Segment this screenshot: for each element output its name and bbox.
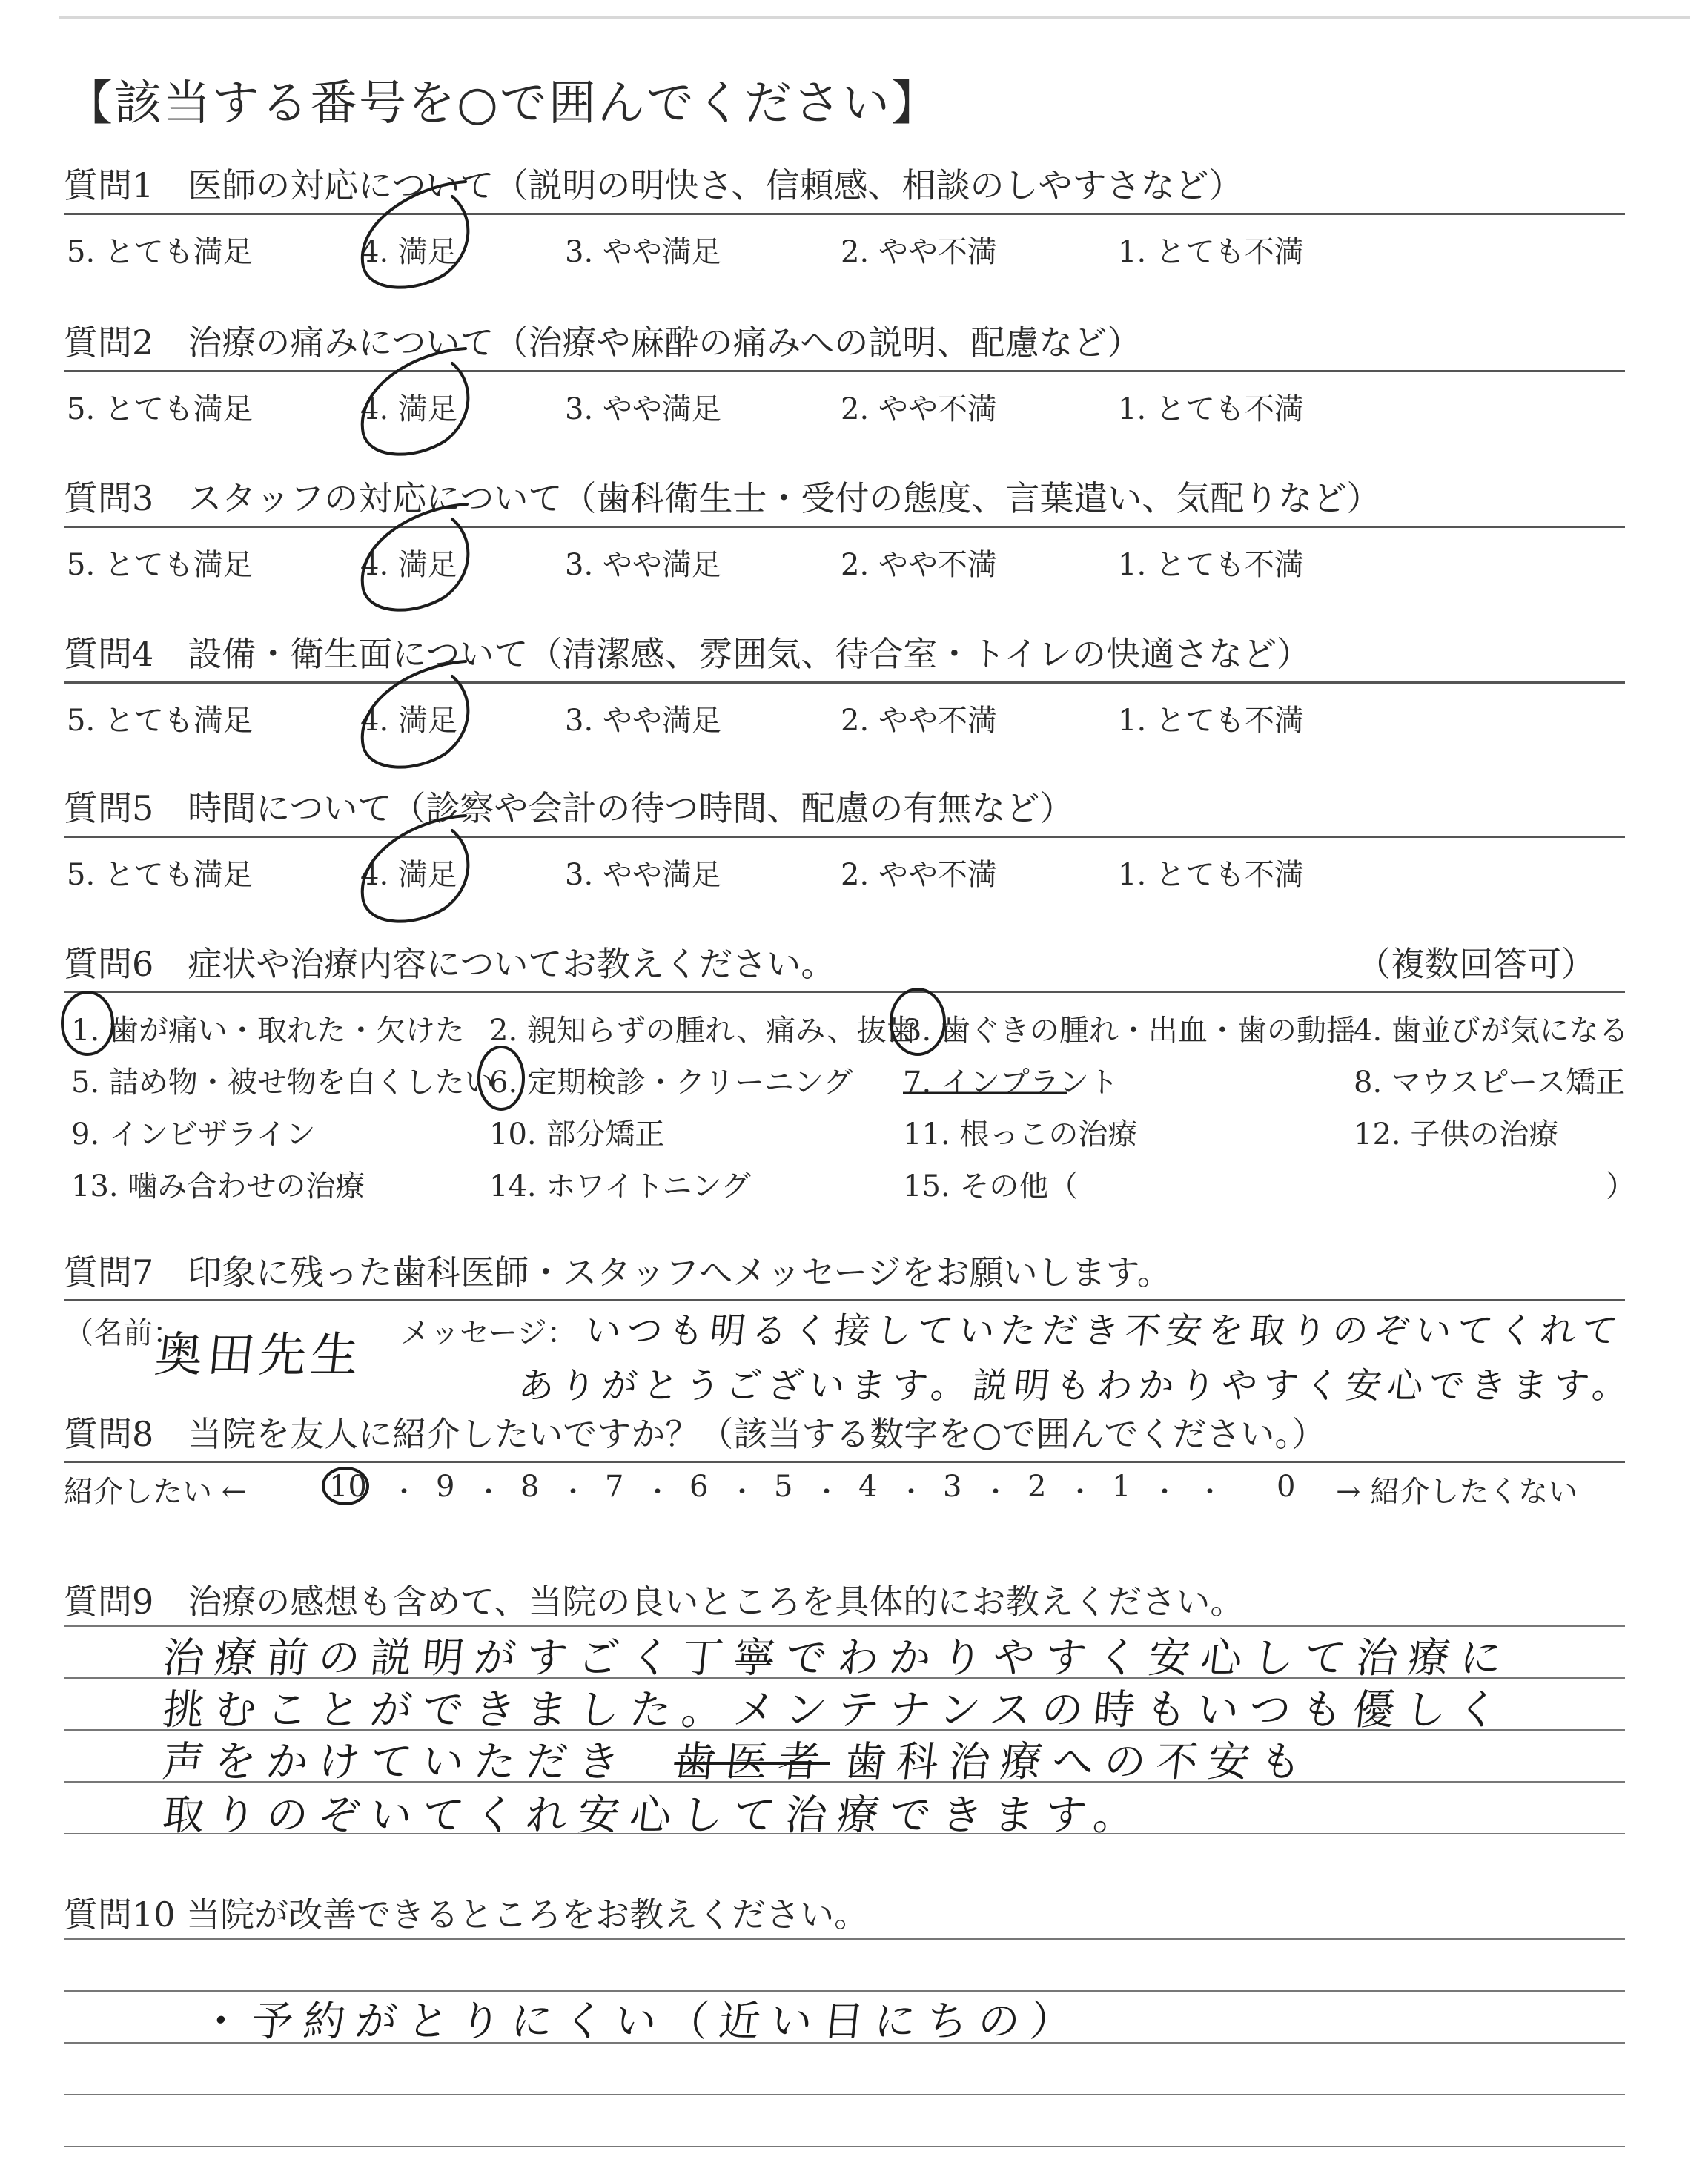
q5-option-5[interactable]: 5. とても満足 <box>67 858 253 892</box>
q5-option-2[interactable]: 2. やや不満 <box>841 858 997 892</box>
q3-option-4[interactable]: 4. 満足 <box>360 548 457 582</box>
q8-score-7[interactable]: 7 <box>605 1470 624 1504</box>
q6-item-11[interactable]: 11. 根っこの治療 <box>903 1117 1138 1152</box>
q1-option-5[interactable]: 5. とても満足 <box>67 235 253 269</box>
q3-option-5[interactable]: 5. とても満足 <box>67 548 253 582</box>
q7-rule <box>64 1299 1625 1301</box>
q7-title: 質問7 印象に残った歯科医師・スタッフへメッセージをお願いします。 <box>64 1252 1171 1292</box>
q9-struck-word: 歯医者 <box>672 1738 833 1786</box>
q6-item-8[interactable]: 8. マウスピース矯正 <box>1354 1066 1626 1100</box>
q6-item-4[interactable]: 4. 歯並びが気になる <box>1354 1014 1629 1048</box>
q1-rule <box>64 213 1625 215</box>
q9-answer-line4[interactable]: 取りのぞいてくれ安心して治療できます。 <box>160 1791 1148 1840</box>
q8-score-5[interactable]: 5 <box>774 1470 793 1504</box>
q2-option-3[interactable]: 3. やや満足 <box>565 392 721 426</box>
q4-option-5[interactable]: 5. とても満足 <box>67 704 253 738</box>
q3-option-3[interactable]: 3. やや満足 <box>565 548 721 582</box>
q8-score-10[interactable]: 10 <box>329 1470 367 1504</box>
q6-item-1[interactable]: 1. 歯が痛い・取れた・欠けた <box>71 1014 465 1048</box>
q8-dot: ・ <box>729 1477 756 1507</box>
q8-score-9[interactable]: 9 <box>436 1470 455 1504</box>
q5-option-3[interactable]: 3. やや満足 <box>565 858 721 892</box>
q6-item-13[interactable]: 13. 噛み合わせの治療 <box>71 1169 365 1203</box>
q8-dot: ・ <box>813 1477 841 1507</box>
q7-message-line1[interactable]: いつも明るく接していただき不安を取りのぞいてくれて <box>583 1310 1626 1352</box>
q8-dot: ・ <box>391 1477 418 1507</box>
q9-answer-line1[interactable]: 治療前の説明がすごく丁寧でわかりやすく安心して治療に <box>160 1634 1515 1682</box>
q9-answer-line3[interactable]: 声をかけていただき <box>160 1738 632 1786</box>
q10-title: 質問10 当院が改善できるところをお教えください。 <box>64 1895 869 1935</box>
q7-message-label: メッセージ： <box>400 1316 577 1350</box>
page-heading: 【該当する番号を○で囲んでください】 <box>65 76 940 131</box>
q3-rule <box>64 526 1625 528</box>
q5-option-1[interactable]: 1. とても不満 <box>1118 858 1304 892</box>
q2-option-4[interactable]: 4. 満足 <box>360 392 457 426</box>
q9-answer-line3-rest[interactable]: 歯科治療への不安も <box>842 1738 1314 1786</box>
q10-line <box>64 2094 1625 2095</box>
q6-item-3[interactable]: 3. 歯ぐきの腫れ・出血・歯の動揺 <box>903 1014 1356 1048</box>
q7-message-line2[interactable]: ありがとうございます。説明もわかりやすく安心できます。 <box>516 1365 1636 1407</box>
q8-title: 質問8 当院を友人に紹介したいですか？（該当する数字を○で囲んでください。） <box>64 1414 1326 1454</box>
q8-score-6[interactable]: 6 <box>689 1470 709 1504</box>
q6-item-12[interactable]: 12. 子供の治療 <box>1354 1117 1559 1152</box>
q7-name-label: （名前： <box>64 1316 182 1350</box>
q8-right-label: → 紹介したくない <box>1336 1475 1578 1509</box>
q8-dot: ・ <box>898 1477 925 1507</box>
q1-option-4[interactable]: 4. 満足 <box>360 235 457 269</box>
q8-dot: ・ <box>560 1477 587 1507</box>
top-border <box>59 16 1690 19</box>
q4-option-2[interactable]: 2. やや不満 <box>841 704 997 738</box>
q2-rule <box>64 370 1625 372</box>
q8-score-8[interactable]: 8 <box>520 1470 540 1504</box>
q3-title: 質問3 スタッフの対応について（歯科衛生士・受付の態度、言葉遣い、気配りなど） <box>64 478 1381 518</box>
q2-option-5[interactable]: 5. とても満足 <box>67 392 253 426</box>
q3-option-1[interactable]: 1. とても不満 <box>1118 548 1304 582</box>
q10-answer-line1[interactable]: ・予約がとりにくい（近い日にちの） <box>197 1998 1085 2046</box>
q4-rule <box>64 681 1625 684</box>
q8-dot: ・ <box>475 1477 503 1507</box>
q8-score-1[interactable]: 1 <box>1112 1470 1131 1504</box>
q8-dot: ・ <box>1151 1477 1179 1507</box>
q6-note: （複数回答可） <box>1357 944 1595 984</box>
q6-item-6[interactable]: 6. 定期検診・クリーニング <box>489 1066 853 1100</box>
q8-score-2[interactable]: 2 <box>1027 1470 1047 1504</box>
q8-dot: ・ <box>1067 1477 1094 1507</box>
q10-line <box>64 1938 1625 1940</box>
q8-score-4[interactable]: 4 <box>858 1470 878 1504</box>
q6-item-7[interactable]: 7. インプラント <box>903 1066 1119 1100</box>
q4-option-3[interactable]: 3. やや満足 <box>565 704 721 738</box>
q9-title: 質問9 治療の感想も含めて、当院の良いところを具体的にお教えください。 <box>64 1582 1245 1622</box>
q5-option-4[interactable]: 4. 満足 <box>360 858 457 892</box>
q6-item-15[interactable]: 15. その他（ <box>903 1169 1079 1203</box>
q4-option-1[interactable]: 1. とても不満 <box>1118 704 1304 738</box>
q6-item-15-close: ） <box>1606 1169 1635 1203</box>
q1-option-2[interactable]: 2. やや不満 <box>841 235 997 269</box>
q8-rule <box>64 1461 1625 1463</box>
q10-line <box>64 2146 1625 2147</box>
q6-item-14[interactable]: 14. ホワイトニング <box>489 1169 751 1203</box>
q1-title: 質問1 医師の対応について（説明の明快さ、信頼感、相談のしやすさなど） <box>64 165 1243 205</box>
q8-dot: ・ <box>982 1477 1010 1507</box>
q6-title: 質問6 症状や治療内容についてお教えください。 <box>64 944 835 984</box>
q2-option-2[interactable]: 2. やや不満 <box>841 392 997 426</box>
q6-item-2[interactable]: 2. 親知らずの腫れ、痛み、抜歯 <box>489 1014 916 1048</box>
q9-answer-line2[interactable]: 挑むことができました。メンテナンスの時もいつも優しく <box>160 1686 1512 1734</box>
q6-rule <box>64 991 1625 993</box>
q6-item-10[interactable]: 10. 部分矯正 <box>489 1117 665 1152</box>
q7-name-handwritten[interactable]: 奥田先生 <box>152 1328 366 1383</box>
q6-item-9[interactable]: 9. インビザライン <box>71 1117 316 1152</box>
q8-score-0[interactable]: 0 <box>1277 1470 1296 1504</box>
q4-option-4[interactable]: 4. 満足 <box>360 704 457 738</box>
q5-title: 質問5 時間について（診察や会計の待つ時間、配慮の有無など） <box>64 788 1074 828</box>
q1-option-1[interactable]: 1. とても不満 <box>1118 235 1304 269</box>
q8-left-label: 紹介したい ← <box>64 1475 247 1509</box>
q5-rule <box>64 836 1625 838</box>
q8-dot: ・ <box>644 1477 672 1507</box>
q8-score-3[interactable]: 3 <box>943 1470 962 1504</box>
q1-option-3[interactable]: 3. やや満足 <box>565 235 721 269</box>
q3-option-2[interactable]: 2. やや不満 <box>841 548 997 582</box>
q2-title: 質問2 治療の痛みについて（治療や麻酔の痛みへの説明、配慮など） <box>64 323 1142 363</box>
q6-item-5[interactable]: 5. 詰め物・被せ物を白くしたい <box>71 1066 494 1100</box>
q4-title: 質問4 設備・衛生面について（清潔感、雰囲気、待合室・トイレの快適さなど） <box>64 634 1311 674</box>
q2-option-1[interactable]: 1. とても不満 <box>1118 392 1304 426</box>
q8-dot: ・ <box>1196 1477 1224 1507</box>
